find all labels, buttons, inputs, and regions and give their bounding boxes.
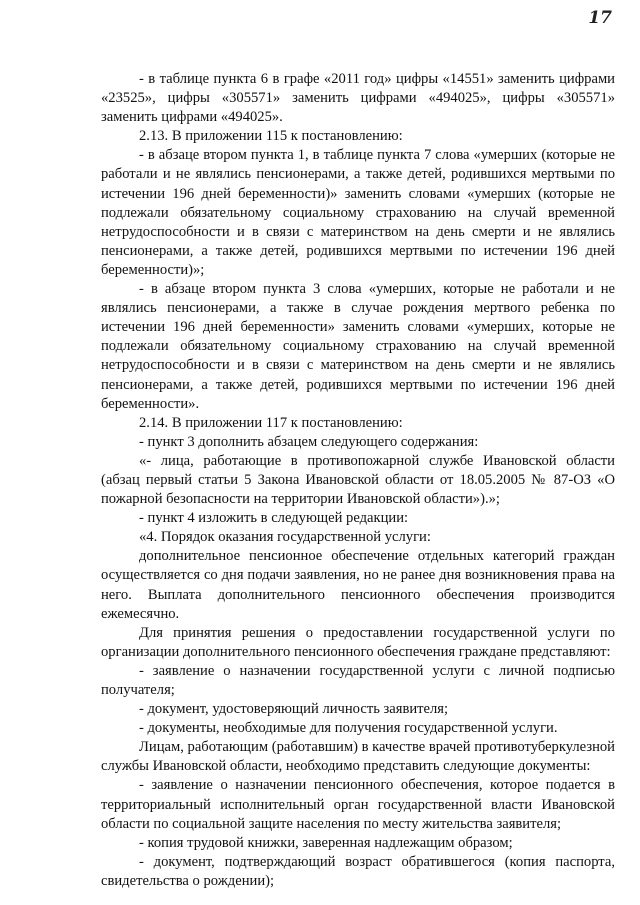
paragraph-tuberculosis-doctors: Лицам, работающим (работавшим) в качестве врачей противотуберкулезной службы Ивановской области, необходимо представить следующие документы:	[101, 739, 615, 775]
paragraph-item-3-amendment: - в абзаце втором пункта 3 слова «умерших, которые не работали и не являлись пенсионерами, а также в случае рождения мертвого ребенка по истечении 196 дней беременности» заменить словами «умерших, которые не подлежали обязательному социальному страхованию на случай временной нетрудоспособности и в связи с материнством на день смерти и не являлись пенсионерами, а также детей, родившихся мертвыми по истечении 196 дней беременности».	[101, 281, 615, 412]
list-item-age-document: - документ, подтверждающий возраст обратившегося (копия паспорта, свидетельства о рождении);	[101, 853, 615, 889]
paragraph-item-1-amendment: - в абзаце втором пункта 1, в таблице пункта 7 слова «умерших (которые не работали и не являлись пенсионерами, а также детей, родившихся мертвыми по истечении 196 дней беременности)» заменить словами «умерших (которые не подлежали обязательному социальному страхованию на случай временной нетрудоспособности и в связи с материнством на день смерти и не являлись пенсионерами, а также детей, родившихся мертвыми по истечении 196 дней беременности)»;	[101, 147, 615, 278]
paragraph-pension-provision: дополнительное пенсионное обеспечение отдельных категорий граждан осуществляется со дня подачи заявления, но не ранее дня возникновения права на него. Выплата дополнительного пенсионного обеспечения производится ежемесячно.	[101, 548, 615, 622]
paragraph-item-4-new-wording: - пункт 4 изложить в следующей редакции:	[139, 510, 409, 527]
document-body	[101, 70, 615, 891]
list-item-application: - заявление о назначении государственной услуги с личной подписью получателя;	[101, 662, 615, 698]
list-item-identity-document: - документ, удостоверяющий личность заявителя;	[139, 701, 449, 718]
page-number: 17	[588, 8, 612, 28]
paragraph-2-13-heading: 2.13. В приложении 115 к постановлению:	[139, 128, 403, 145]
list-item-required-documents: - документы, необходимые для получения государственной услуги.	[139, 720, 558, 737]
list-item-pension-application: - заявление о назначении пенсионного обеспечения, которое подается в территориальный исполнительный орган государственной власти Ивановской области по социальной защите населения по месту жительства заявителя;	[101, 777, 615, 832]
paragraph-item-3-supplement: - пункт 3 дополнить абзацем следующего содержания:	[139, 433, 479, 450]
paragraph-decision-documents: Для принятия решения о предоставлении государственной услуги по организации дополнительного пенсионного обеспечения граждане представляют:	[101, 624, 615, 660]
paragraph-table-amendment: - в таблице пункта 6 в графе «2011 год» цифры «14551» заменить цифрами «23525», цифры «305571» заменить цифрами «494025», цифры «305571» заменить цифрами «494025».	[101, 71, 615, 126]
paragraph-fire-service-persons: «- лица, работающие в противопожарной службе Ивановской области (абзац первый статьи 5 Закона Ивановской области от 18.05.2005 № 87-ОЗ «О пожарной безопасности на территории Ивановской области»).»;	[101, 452, 615, 508]
paragraph-2-14-heading: 2.14. В приложении 117 к постановлению:	[139, 414, 403, 431]
list-item-employment-record-copy: - копия трудовой книжки, заверенная надлежащим образом;	[139, 834, 513, 851]
paragraph-service-procedure-heading: «4. Порядок оказания государственной услуги:	[139, 529, 431, 546]
